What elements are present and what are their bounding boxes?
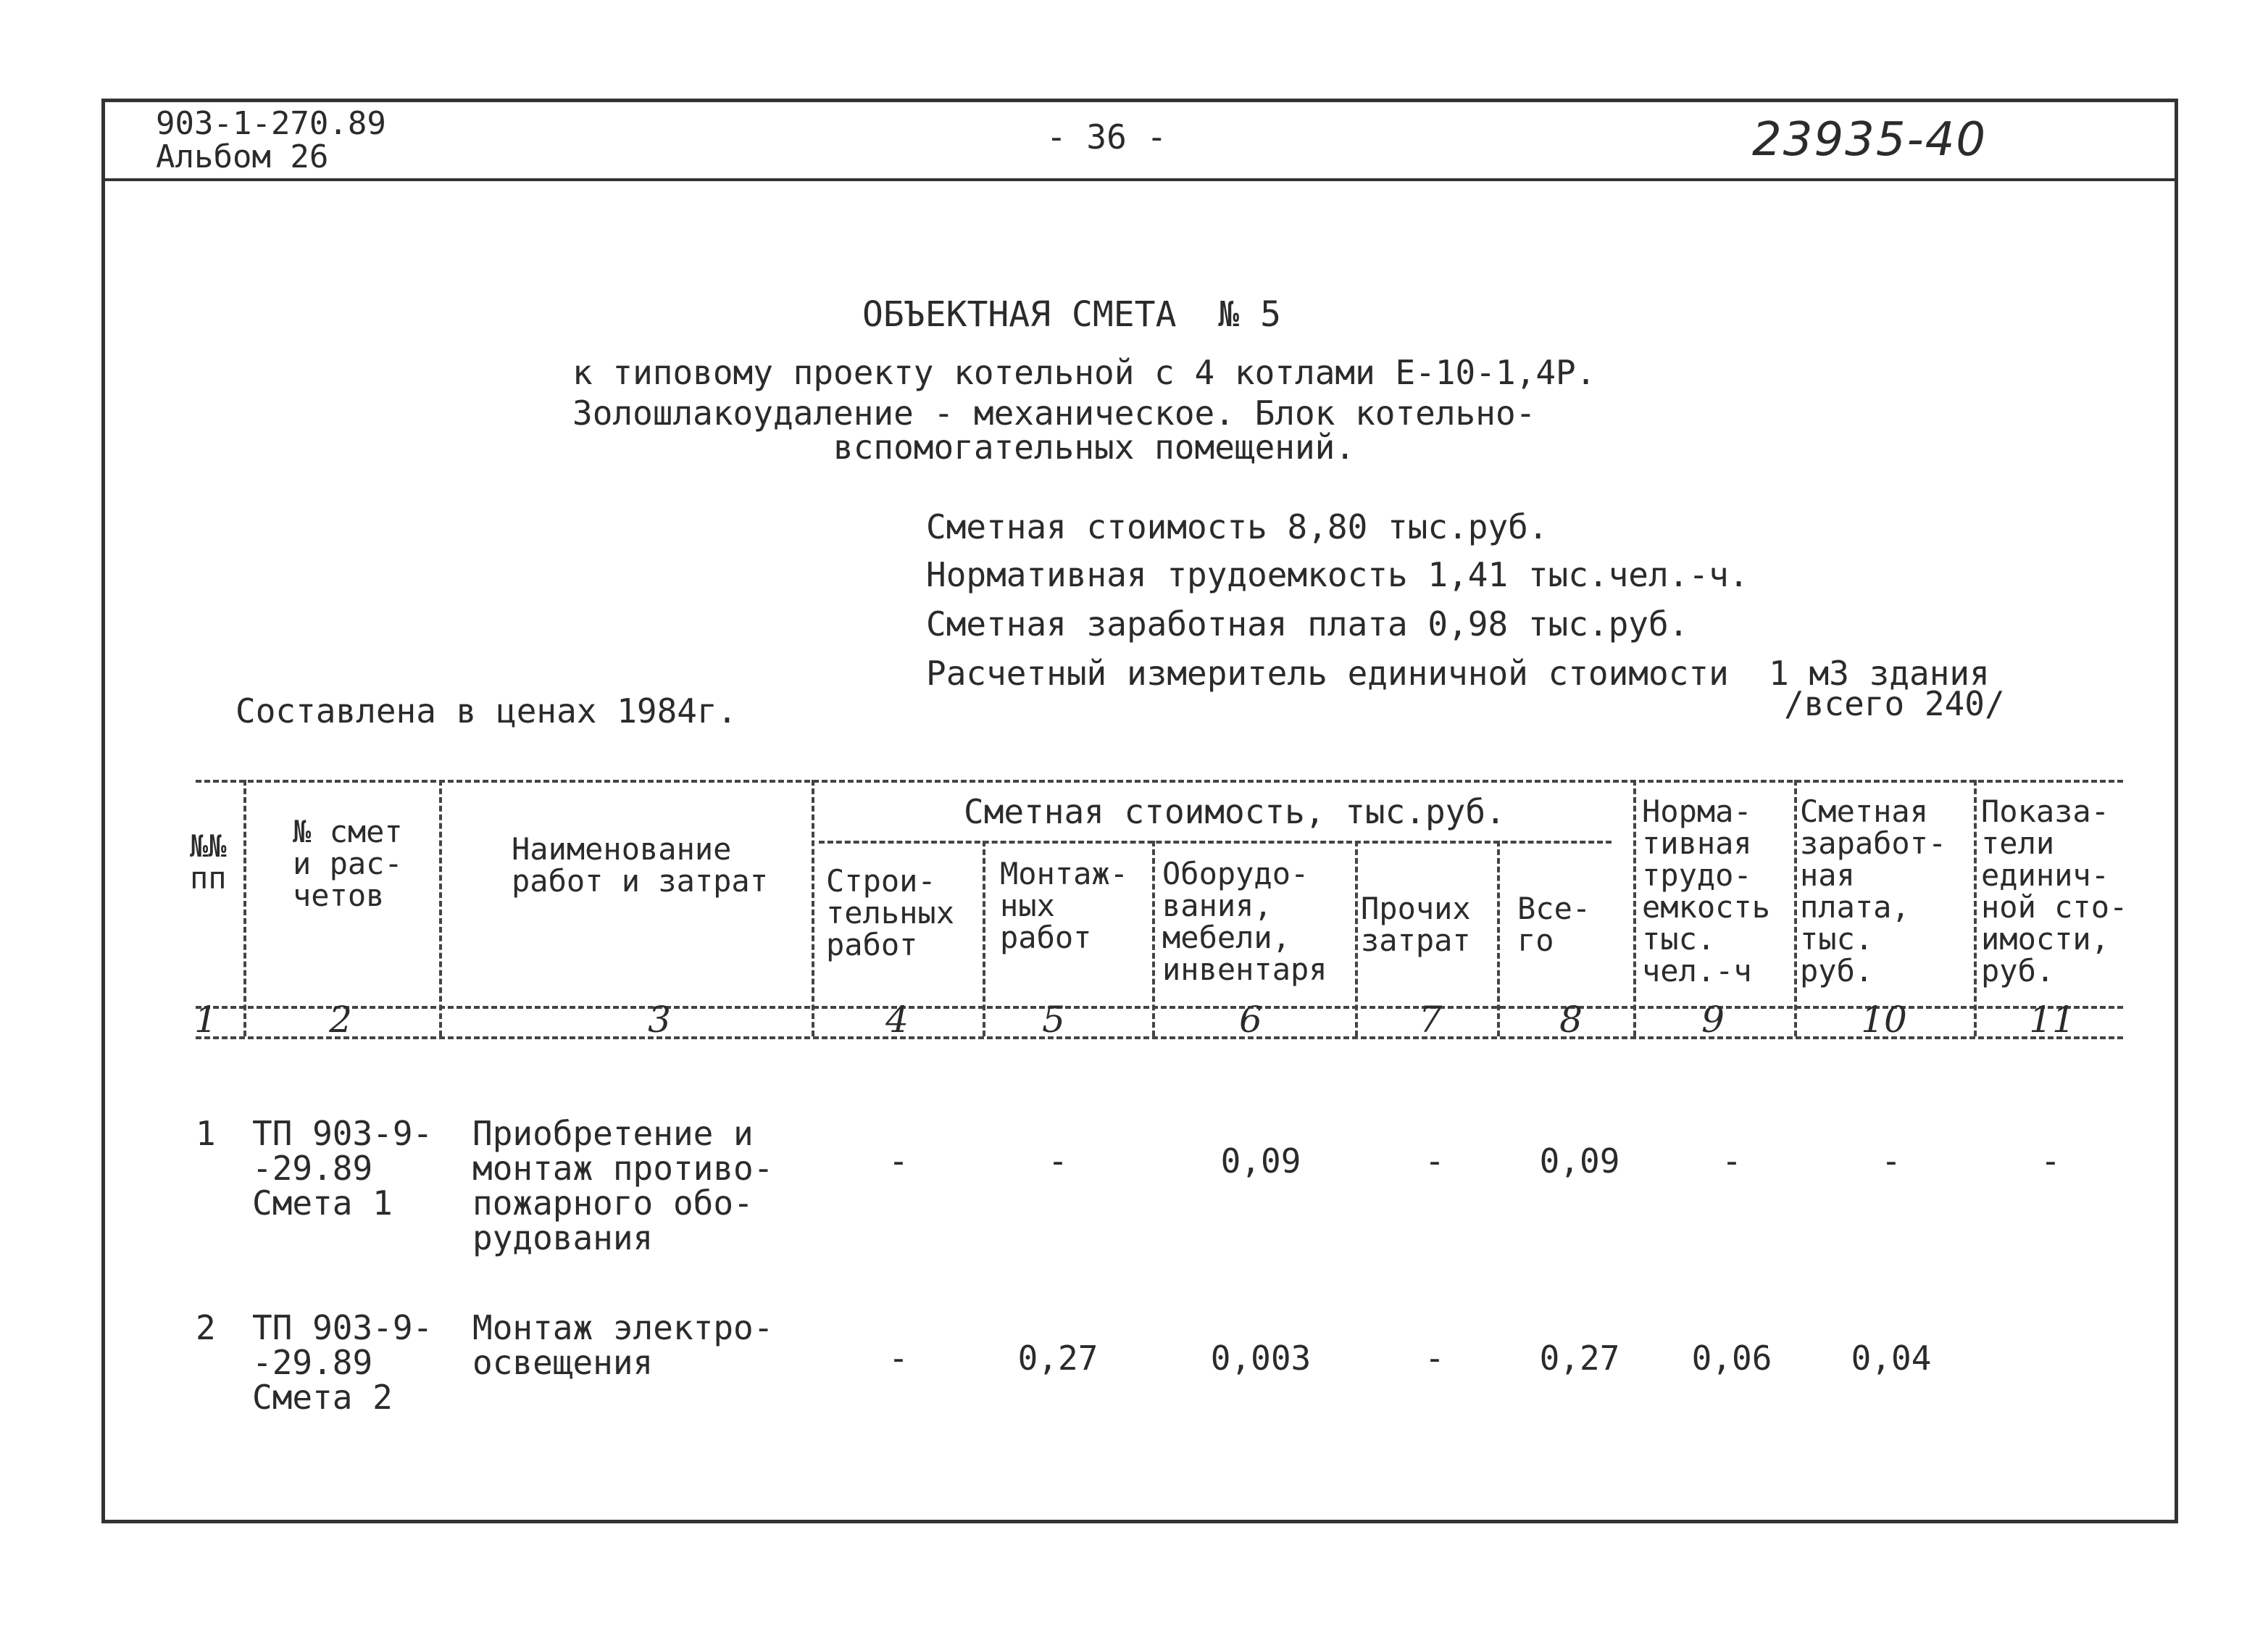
group-under-rule xyxy=(819,841,1612,844)
col-number-8: 8 xyxy=(1559,999,1583,1041)
compiled-in-prices: Составлена в ценах 1984г. xyxy=(235,691,738,731)
col-number-2: 2 xyxy=(329,999,352,1041)
header-bottom-rule xyxy=(196,1006,2123,1009)
col-divider-3 xyxy=(812,780,814,1036)
row-installation: 0,27 xyxy=(1017,1339,1098,1378)
summary-labor: Нормативная трудоемкость 1,41 тыс.чел.-ч. xyxy=(926,555,1749,594)
col-number-1: 1 xyxy=(194,999,217,1041)
table-top-rule xyxy=(196,780,2123,783)
summary-unit-total: /всего 240/ xyxy=(1784,684,2005,723)
col-header-1: №№ пп xyxy=(190,828,227,896)
col-number-4: 4 xyxy=(885,999,909,1041)
col-divider-1 xyxy=(243,780,246,1036)
row-reference: ТП 903-9- -29.89 Смета 2 xyxy=(252,1308,433,1417)
row-total: 0,27 xyxy=(1539,1339,1620,1378)
col-header-4: Строи- тельных работ xyxy=(826,863,955,962)
row-other: - xyxy=(1425,1141,1445,1181)
row-wages: - xyxy=(1881,1141,1901,1181)
col-header-9: Норма- тивная трудо- емкость тыс. чел.-ч xyxy=(1642,794,1771,989)
col-number-3: 3 xyxy=(648,999,671,1041)
stamp-id: 23935-40 xyxy=(1752,113,1988,167)
col-number-9: 9 xyxy=(1701,999,1725,1041)
row-equipment: 0,09 xyxy=(1220,1141,1301,1181)
col-divider-7 xyxy=(1497,841,1500,1036)
row-wages: 0,04 xyxy=(1851,1339,1932,1378)
col-number-5: 5 xyxy=(1042,999,1065,1041)
col-divider-9 xyxy=(1794,780,1797,1036)
row-number: 2 xyxy=(196,1308,216,1347)
doc-code: 903-1-270.89 Альбом 26 xyxy=(156,105,386,175)
col-divider-10 xyxy=(1974,780,1977,1036)
col-divider-6 xyxy=(1355,841,1358,1036)
col-number-6: 6 xyxy=(1239,999,1262,1041)
header-rule xyxy=(101,178,2178,181)
row-name: Приобретение и монтаж противо- пожарного обо- рудования xyxy=(472,1114,774,1257)
summary-cost: Сметная стоимость 8,80 тыс.руб. xyxy=(926,507,1548,546)
col-header-8: Все- го xyxy=(1517,891,1591,958)
row-labor: - xyxy=(1722,1141,1742,1181)
col-number-10: 10 xyxy=(1861,999,1907,1041)
summary-wages: Сметная заработная плата 0,98 тыс.руб. xyxy=(926,604,1689,644)
col-divider-2 xyxy=(439,780,442,1036)
numbers-bottom-rule xyxy=(196,1036,2123,1039)
group-header: Сметная стоимость, тыс.руб. xyxy=(964,792,1506,831)
col-header-10: Сметная заработ- ная плата, тыс. руб. xyxy=(1800,794,1947,989)
row-installation: - xyxy=(1048,1141,1068,1181)
row-unit-index: - xyxy=(2040,1141,2061,1181)
row-reference: ТП 903-9- -29.89 Смета 1 xyxy=(252,1114,433,1223)
col-divider-5 xyxy=(1152,841,1155,1036)
col-header-11: Показа- тели единич- ной сто- имости, руб. xyxy=(1981,794,2128,989)
subtitle-line3: вспомогательных помещений. xyxy=(833,428,1356,467)
col-header-3: Наименование работ и затрат xyxy=(512,831,769,899)
summary-unit-meter: Расчетный измеритель единичной стоимости 1 м3 здания xyxy=(926,654,1990,693)
col-number-11: 11 xyxy=(2029,999,2075,1041)
subtitle: к типовому проекту котельной с 4 котлами Е-10-1,4Р. Золошлакоудаление - механическое. Блок котельно- xyxy=(572,353,1596,433)
row-construction: - xyxy=(888,1141,909,1181)
row-equipment: 0,003 xyxy=(1210,1339,1312,1378)
col-header-7: Прочих затрат xyxy=(1361,891,1471,958)
col-divider-8 xyxy=(1633,780,1636,1036)
row-number: 1 xyxy=(196,1114,216,1153)
row-total: 0,09 xyxy=(1539,1141,1620,1181)
row-construction: - xyxy=(888,1339,909,1378)
document-title: ОБЪЕКТНАЯ СМЕТА № 5 xyxy=(862,294,1281,335)
col-number-7: 7 xyxy=(1419,999,1442,1041)
col-header-5: Монтаж- ных работ xyxy=(1000,856,1129,955)
page-number: - 36 - xyxy=(1046,117,1167,157)
col-header-2: № смет и рас- четов xyxy=(293,814,403,913)
row-labor: 0,06 xyxy=(1691,1339,1772,1378)
col-header-6: Оборудо- вания, мебели, инвентаря xyxy=(1162,856,1327,987)
row-name: Монтаж электро- освещения xyxy=(472,1308,774,1382)
col-divider-4 xyxy=(983,841,985,1036)
row-other: - xyxy=(1425,1339,1445,1378)
